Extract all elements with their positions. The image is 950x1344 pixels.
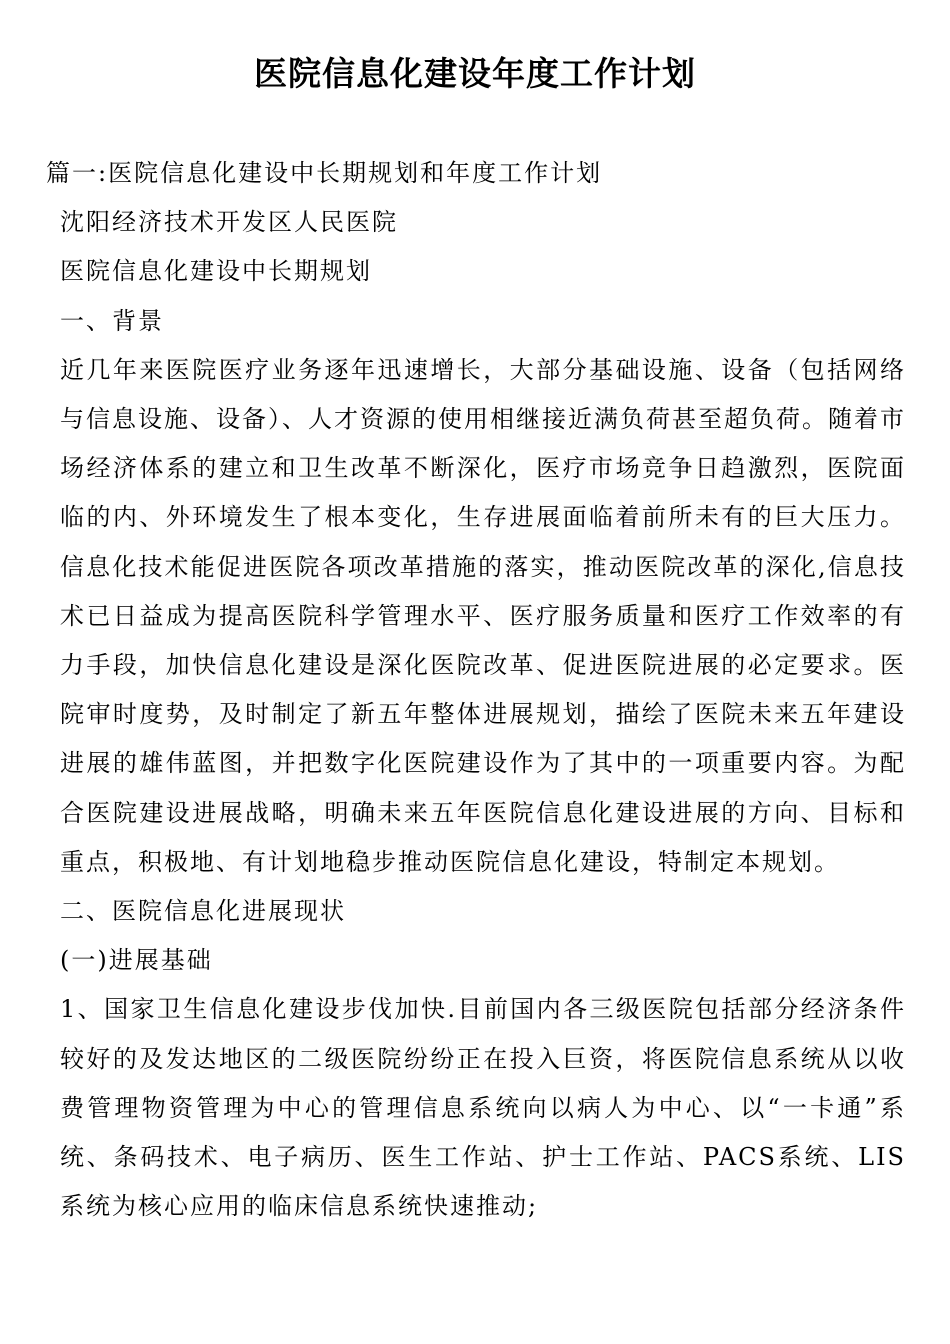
section-heading: 二、医院信息化进展现状 — [60, 897, 346, 926]
body-paragraph: 近几年来医院医疗业务逐年迅速增长，大部分基础设施、设备（包括网络与信息设施、设备）、人才资源的使用相继接近满负荷甚至超负荷。随着市场经济体系的建立和卫生改革不断深化，医疗市场竞争日趋激烈，医院面临的内、外环境发生了根本变化，生存进展面临着前所未有的巨大压力。信息化技术能促进医院各项改革措施的落实，推动医院改革的深化,信息技术已日益成为提高医院科学管理水平、医疗服务质量和医疗工作效率的有力手段，加快信息化建设是深化医院改革、促进医院进展的必定要求。医院审时度势，及时制定了新五年整体进展规划，描绘了医院未来五年建设进展的雄伟蓝图，并把数字化医院建设作为了其中的一项重要内容。为配合医院建设进展战略，明确未来五年医院信息化建设进展的方向、目标和重点，积极地、有计划地稳步推动医院信息化建设，特制定本规划。 — [60, 355, 906, 876]
section-heading: 篇一:医院信息化建设中长期规划和年度工作计划 — [46, 159, 603, 187]
section-heading: 一、背景 — [60, 306, 164, 335]
organization-name: 沈阳经济技术开发区人民医院 — [60, 208, 398, 237]
plan-title: 医院信息化建设中长期规划 — [60, 257, 372, 286]
document-body — [46, 149, 906, 1231]
document-title: 医院信息化建设年度工作计划 — [254, 54, 696, 93]
body-paragraph: 1、国家卫生信息化建设步伐加快.目前国内各三级医院包括部分经济条件较好的及发达地区的二级医院纷纷正在投入巨资，将医院信息系统从以收费管理物资管理为中心的管理信息系统向以病人为中心、以“一卡通”系统、条码技术、电子病历、医生工作站、护士工作站、PACS系统、LIS系统为核心应用的临床信息系统快速推动; — [60, 995, 906, 1221]
subsection-heading: (一)进展基础 — [60, 946, 213, 975]
